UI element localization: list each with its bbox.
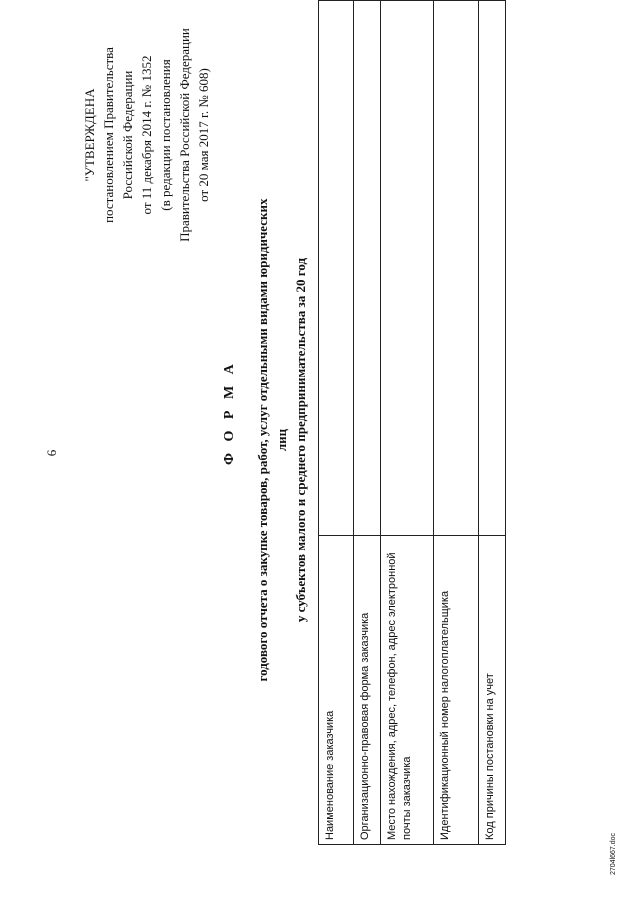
table-value-cell[interactable] — [319, 1, 354, 536]
approval-line: постановлением Правительства — [101, 47, 116, 223]
document-file-id: 2704l667.doc — [610, 832, 617, 875]
approval-line: Российской Федерации — [120, 70, 135, 200]
table-value-cell[interactable] — [354, 1, 381, 536]
form-subtitle-line1: годового отчета о закупке товаров, работ, услуг отдельными видами юридических лиц — [255, 198, 289, 682]
table-row — [479, 1, 506, 845]
form-subtitle-line2: у субъектов малого и среднего предпринимательства за 20 год — [293, 257, 308, 623]
table-label-cell: Код причины постановки на учет — [479, 536, 506, 845]
table-value-cell[interactable] — [434, 1, 479, 536]
form-title: Ф О Р М А — [222, 360, 237, 465]
table-row — [319, 1, 354, 845]
table-row — [434, 1, 479, 845]
table-row — [354, 1, 381, 845]
table-row — [381, 1, 434, 845]
table-value-cell[interactable] — [479, 1, 506, 536]
approval-line: (в редакции постановления — [158, 59, 173, 211]
approval-line: от 11 декабря 2014 г. № 1352 — [139, 55, 154, 215]
approval-stamp — [80, 5, 213, 265]
approval-line: "УТВЕРЖДЕНА — [82, 88, 97, 182]
table-label-cell: Идентификационный номер налогоплательщика — [434, 536, 479, 845]
table-label-cell: Место нахождения, адрес, телефон, адрес электронной почты заказчика — [381, 536, 434, 845]
table-label-cell: Организационно-правовая форма заказчика — [354, 536, 381, 845]
table-value-cell[interactable] — [381, 1, 434, 536]
page-number: 6 — [44, 449, 59, 457]
customer-info-table — [318, 0, 506, 845]
form-subtitle — [253, 190, 310, 690]
approval-line: от 20 мая 2017 г. № 608) — [196, 68, 211, 202]
table-label-cell: Наименование заказчика — [319, 536, 354, 845]
approval-line: Правительства Российской Федерации — [177, 28, 192, 242]
